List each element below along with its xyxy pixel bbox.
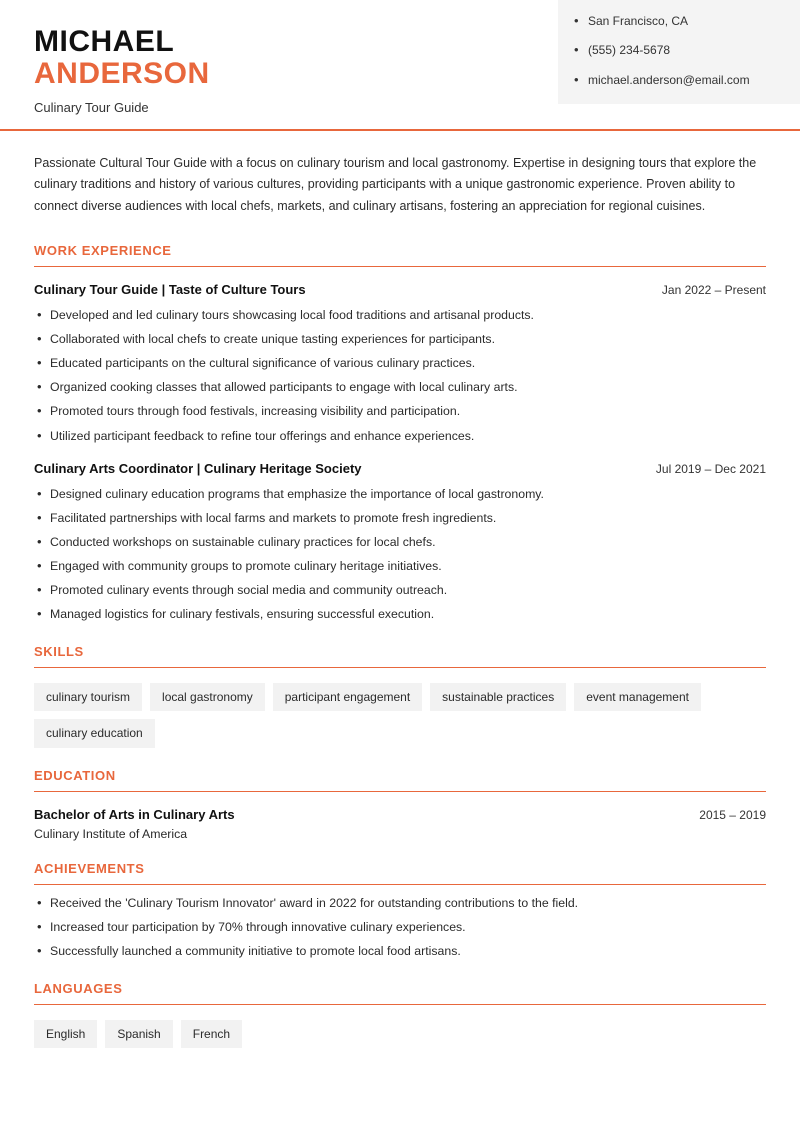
contact-location: • San Francisco, CA	[574, 14, 782, 28]
language-chip: French	[181, 1020, 242, 1048]
skill-chip: culinary education	[34, 719, 155, 747]
education-entry	[34, 807, 766, 841]
list-item: • Managed logistics for culinary festivals, ensuring successful execution.	[34, 605, 766, 624]
contact-email[interactable]: • michael.anderson@email.com	[574, 73, 782, 87]
section-title-skills: SKILLS	[34, 644, 766, 668]
list-item: • Received the 'Culinary Tourism Innovator' award in 2022 for outstanding contributions to the field.	[34, 894, 766, 913]
resume-header	[0, 0, 800, 131]
education-degree: Bachelor of Arts in Culinary Arts	[34, 806, 235, 822]
contact-phone: • (555) 234-5678	[574, 43, 782, 57]
list-item: • Promoted culinary events through social media and community outreach.	[34, 581, 766, 600]
work-entry-header	[34, 461, 766, 476]
list-item: • Increased tour participation by 70% through innovative culinary experiences.	[34, 918, 766, 937]
contact-block	[558, 0, 800, 104]
work-entry-title: Culinary Tour Guide | Taste of Culture Tours	[34, 282, 306, 298]
section-title-education: EDUCATION	[34, 768, 766, 792]
work-entry-header	[34, 282, 766, 297]
skill-chip: event management	[574, 683, 701, 711]
work-entry-bullets	[34, 485, 766, 624]
section-languages	[34, 981, 766, 1048]
list-item: • Conducted workshops on sustainable culinary practices for local chefs.	[34, 533, 766, 552]
language-chip: English	[34, 1020, 97, 1048]
work-entry	[34, 461, 766, 624]
list-item: • Educated participants on the cultural significance of various culinary practices.	[34, 354, 766, 373]
section-title-languages: LANGUAGES	[34, 981, 766, 1005]
education-date: 2015 – 2019	[699, 807, 766, 822]
education-entry-header	[34, 807, 766, 822]
work-entry-bullets	[34, 306, 766, 445]
list-item: • Promoted tours through food festivals, increasing visibility and participation.	[34, 402, 766, 421]
skills-chip-list	[34, 683, 766, 748]
list-item: • Facilitated partnerships with local farms and markets to promote fresh ingredients.	[34, 509, 766, 528]
skill-chip: participant engagement	[273, 683, 422, 711]
work-entry-date: Jan 2022 – Present	[661, 283, 766, 298]
skill-chip: sustainable practices	[430, 683, 566, 711]
work-entry-title: Culinary Arts Coordinator | Culinary Heritage Society	[34, 460, 362, 476]
list-item: • Utilized participant feedback to refine tour offerings and enhance experiences.	[34, 427, 766, 446]
section-skills	[34, 644, 766, 748]
last-name: ANDERSON	[34, 57, 210, 91]
job-title: Culinary Tour Guide	[34, 99, 149, 115]
language-chip: Spanish	[105, 1020, 172, 1048]
list-item: • Collaborated with local chefs to create unique tasting experiences for participants.	[34, 330, 766, 349]
education-school: Culinary Institute of America	[34, 826, 188, 841]
work-entry	[34, 282, 766, 445]
professional-summary: Passionate Cultural Tour Guide with a focus on culinary tourism and local gastronomy. Expertise in designing tours that explore the culinary traditions and history of various cultures, providing participants with a unique gastronomic experience. Proven ability to connect diverse audiences with local chefs, markets, and culinary artisans, fostering an appreciation for regional cuisines.	[34, 155, 757, 213]
section-achievements	[34, 861, 766, 961]
section-work-experience	[34, 243, 766, 624]
list-item: • Successfully launched a community initiative to promote local food artisans.	[34, 942, 766, 961]
section-education	[34, 768, 766, 841]
list-item: • Designed culinary education programs that emphasize the importance of local gastronomy.	[34, 485, 766, 504]
identity-block	[34, 22, 210, 115]
list-item: • Developed and led culinary tours showcasing local food traditions and artisanal products.	[34, 306, 766, 325]
first-name: MICHAEL	[34, 25, 175, 58]
languages-chip-list	[34, 1020, 766, 1048]
section-title-work-experience: WORK EXPERIENCE	[34, 243, 766, 267]
section-title-achievements: ACHIEVEMENTS	[34, 861, 766, 885]
achievements-list	[34, 894, 766, 961]
work-entry-date: Jul 2019 – Dec 2021	[655, 461, 766, 476]
resume-body	[0, 131, 800, 1048]
skill-chip: culinary tourism	[34, 683, 142, 711]
list-item: • Engaged with community groups to promote culinary heritage initiatives.	[34, 557, 766, 576]
skill-chip: local gastronomy	[150, 683, 265, 711]
list-item: • Organized cooking classes that allowed participants to engage with local culinary arts.	[34, 378, 766, 397]
